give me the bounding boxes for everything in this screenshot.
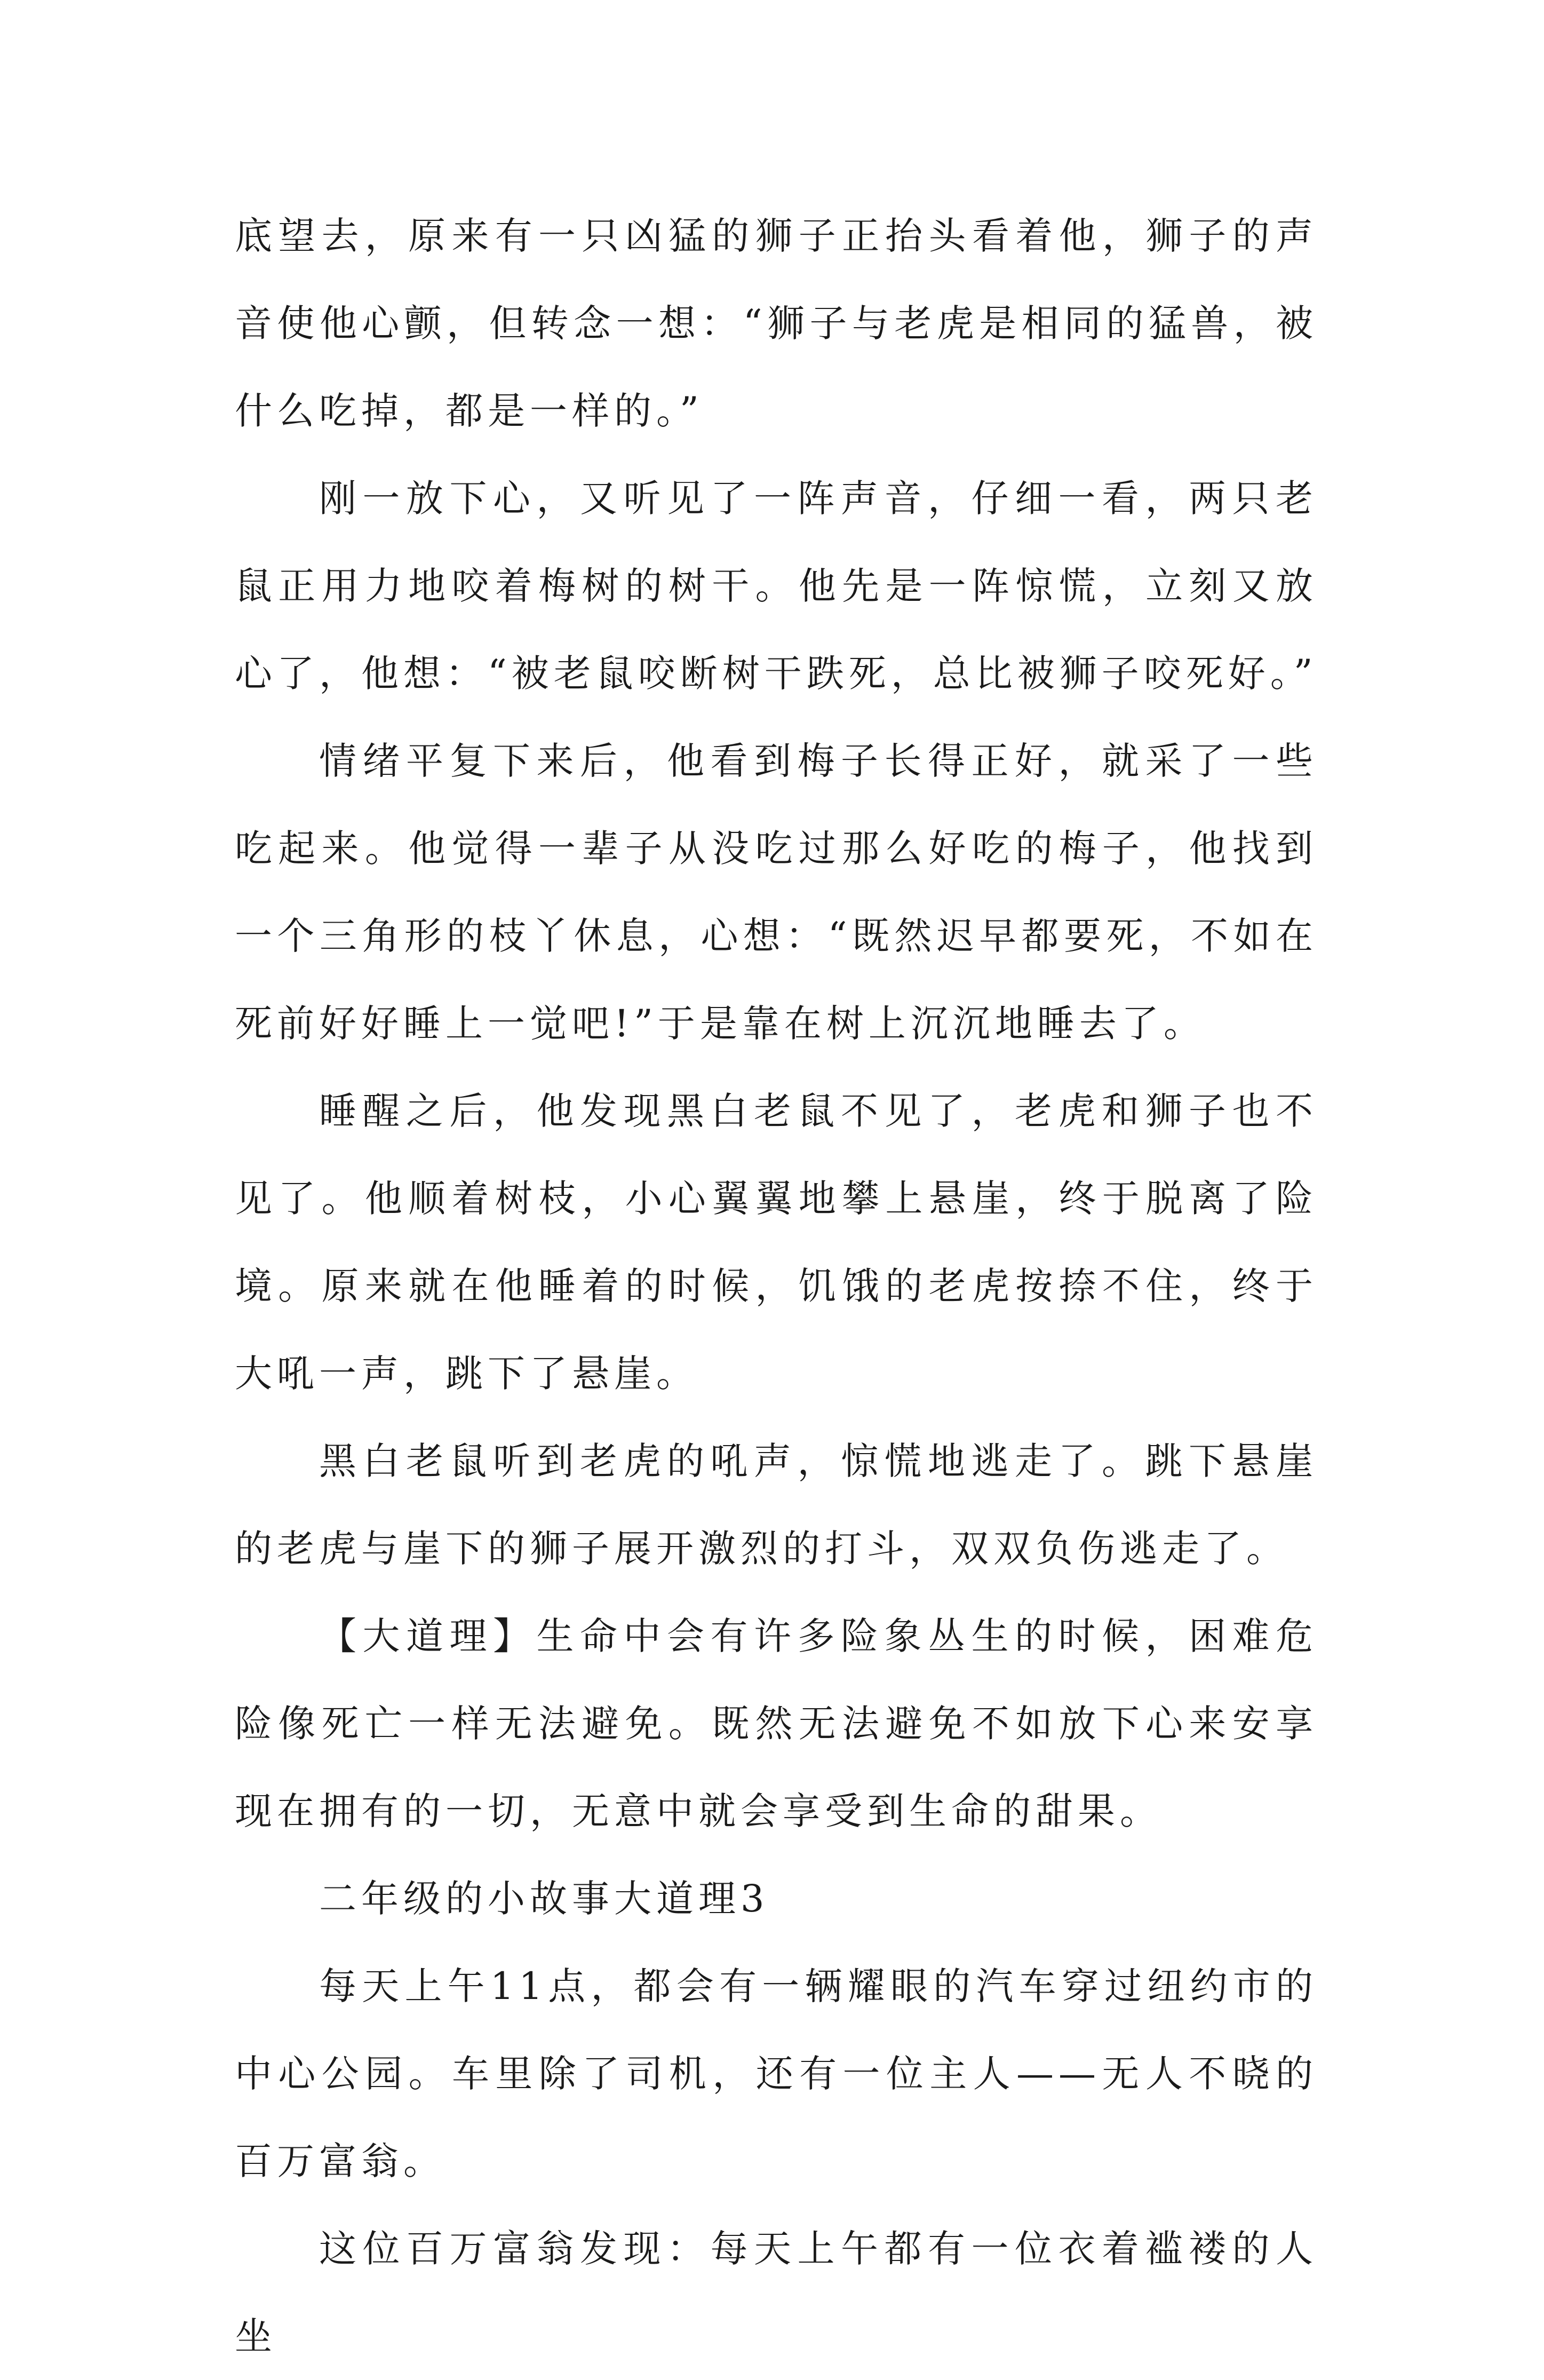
paragraph-4: 睡醒之后，他发现黑白老鼠不见了，老虎和狮子也不见了。他顺着树枝，小心翼翼地攀上悬崖，终于脱离了险境。原来就在他睡着的时候，饥饿的老虎按捺不住，终于大吼一声，跳下了悬崖。: [235, 1089, 1318, 1395]
paragraph-7: 每天上午11点，都会有一辆耀眼的汽车穿过纽约市的中心公园。车里除了司机，还有一位主人——无人不晓的百万富翁。: [235, 1964, 1318, 2183]
paragraph-2: 刚一放下心，又听见了一阵声音，仔细一看，两只老鼠正用力地咬着梅树的树干。他先是一阵惊慌，立刻又放心了，他想：“被老鼠咬断树干跌死，总比被狮子咬死好。”: [235, 477, 1318, 695]
paragraph-5: 黑白老鼠听到老虎的吼声，惊慌地逃走了。跳下悬崖的老虎与崖下的狮子展开激烈的打斗，双双负伤逃走了。: [235, 1439, 1318, 1570]
paragraph-3: 情绪平复下来后，他看到梅子长得正好，就采了一些吃起来。他觉得一辈子从没吃过那么好吃的梅子，他找到一个三角形的枝丫休息，心想：“既然迟早都要死，不如在死前好好睡上一觉吧!”于是靠在树上沉沉地睡去了。: [235, 739, 1318, 1045]
section-heading: 二年级的小故事大道理3: [319, 1877, 769, 1921]
body-text: [235, 192, 1318, 2380]
moral-paragraph: 【大道理】生命中会有许多险象丛生的时候，困难危险像死亡一样无法避免。既然无法避免不如放下心来安享现在拥有的一切，无意中就会享受到生命的甜果。: [235, 1614, 1318, 1833]
paragraph-1: 底望去，原来有一只凶猛的狮子正抬头看着他，狮子的声音使他心颤，但转念一想：“狮子与老虎是相同的猛兽，被什么吃掉，都是一样的。”: [235, 214, 1318, 433]
paragraph-8: 这位百万富翁发现：每天上午都有一位衣着褴褛的人坐: [235, 2227, 1318, 2358]
